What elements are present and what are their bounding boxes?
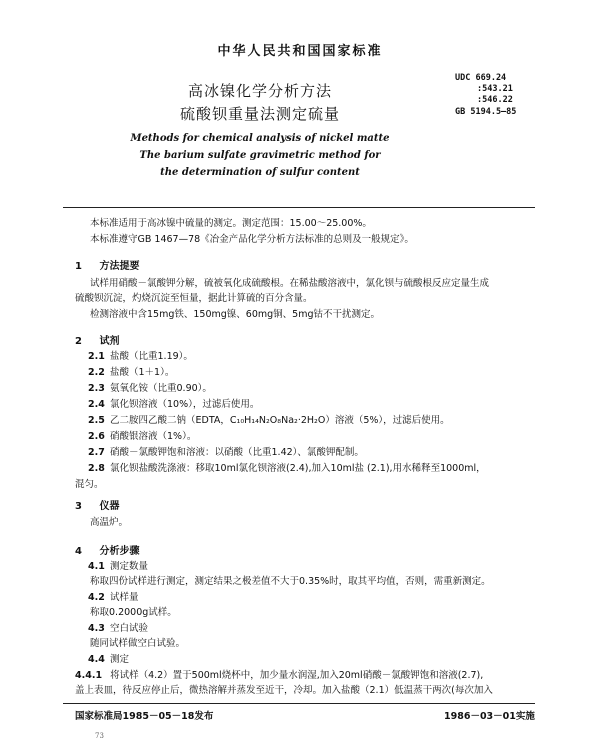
item-number: 2.8: [88, 463, 105, 474]
reagent-item: [88, 398, 259, 411]
udc-line: UDC 669.24: [455, 73, 507, 83]
item-text: 测定: [110, 654, 130, 665]
section-title: 方法提要: [99, 261, 140, 272]
item-number: 2.4: [88, 399, 105, 410]
subsection-4-2-heading: [88, 591, 139, 604]
item-text: 盐酸（1＋1）。: [110, 367, 175, 378]
item-text: 氯化钡盐酸洗涤液：移取10ml氯化钡溶液(2.4),加入10ml盐 (2.1),用水稀释至1000ml，: [110, 463, 486, 474]
reagent-item: [88, 446, 364, 459]
section-1-paragraph: 试样用硝酸－氯酸钾分解，硫被氧化成硫酸根。在稀盐酸溶液中，氯化钡与硫酸根反应定量生成: [90, 278, 490, 289]
item-number: 2.6: [88, 431, 105, 442]
section-1-heading: [75, 257, 139, 272]
title-en-line2: The barium sulfate gravimetric method for: [139, 150, 381, 161]
intro-paragraph-reference: 本标准遵守GB 1467—78《冶金产品化学分析方法标准的总则及一般规定》。: [90, 234, 414, 245]
section-title: 仪器: [99, 501, 120, 512]
udc-line: :546.22: [477, 95, 513, 105]
title-en-line1: Methods for chemical analysis of nickel matte: [130, 133, 390, 144]
item-text: 硝酸－氯酸钾饱和溶液：以硝酸（比重1.42）、氯酸钾配制。: [110, 447, 364, 458]
gb-number: GB 5194.5—85: [455, 107, 517, 117]
item-number: 2.1: [88, 351, 105, 362]
subsection-4-3-heading: [88, 622, 148, 635]
subsection-4-4-1-text: [75, 669, 483, 682]
item-number: 2.7: [88, 447, 105, 458]
item-text: 氯化钡溶液（10%），过滤后使用。: [110, 399, 260, 410]
footer-issue-date: 国家标准局1985－05－18发布: [75, 711, 214, 722]
item-text: 盐酸（比重1.19）。: [110, 351, 193, 362]
subsection-4-4-1-text-cont: 盖上表皿，待反应停止后，微热溶解并蒸发至近干，冷却。加入盐酸（2.1）低温蒸干两次(每次加入: [75, 685, 493, 696]
item-number: 4.4.1: [75, 670, 103, 681]
item-text: 硝酸银溶液（1%）。: [110, 431, 197, 442]
section-3-heading: [75, 497, 119, 512]
udc-line: :543.21: [477, 84, 513, 94]
section-1-interference-note: 检测溶液中含15mg铁、150mg镍、60mg铜、5mg钴不干扰测定。: [90, 309, 380, 320]
reagent-item: [88, 414, 450, 427]
item-number: 4.2: [88, 592, 105, 603]
reagent-item: [88, 350, 193, 363]
page-mark: 73: [95, 732, 104, 740]
section-number: 4: [75, 546, 82, 557]
item-number: 2.5: [88, 415, 105, 426]
section-number: 3: [75, 501, 82, 512]
reagent-item: [88, 430, 196, 443]
item-text: 测定数量: [110, 561, 149, 572]
standard-org-header: 中华人民共和国国家标准: [217, 44, 383, 59]
section-title: 试剂: [99, 336, 120, 347]
section-4-heading: [75, 542, 139, 557]
section-number: 1: [75, 261, 82, 272]
reagent-item: [88, 382, 212, 395]
reagent-item-cont: 混匀。: [75, 479, 104, 490]
item-text: 空白试验: [110, 623, 149, 634]
header-divider: [63, 207, 535, 208]
subsection-4-1-text: 称取四份试样进行测定，测定结果之极差值不大于0.35%时，取其平均值，否则，需重新测定。: [90, 576, 491, 587]
title-cn-line1: 高冰镍化学分析方法: [187, 82, 332, 100]
footer-divider: [63, 703, 535, 704]
item-text: 乙二胺四乙酸二钠（EDTA，C₁₀H₁₄N₂O₈Na₂·2H₂O）溶液（5%），过滤后使用。: [110, 415, 450, 426]
subsection-4-4-heading: [88, 653, 129, 666]
item-number: 2.2: [88, 367, 105, 378]
section-number: 2: [75, 336, 82, 347]
intro-paragraph-scope: 本标准适用于高冰镍中硫量的测定。测定范围：15.00～25.00%。: [90, 218, 372, 229]
subsection-4-1-heading: [88, 560, 148, 573]
item-number: 2.3: [88, 383, 105, 394]
footer-effective-date: 1986－03－01实施: [444, 711, 535, 722]
subsection-4-3-text: 随同试样做空白试验。: [90, 638, 186, 649]
item-text: 氨氧化铵（比重0.90）。: [110, 383, 212, 394]
section-title: 分析步骤: [99, 546, 140, 557]
title-cn-line2: 硫酸钡重量法测定硫量: [179, 105, 340, 123]
reagent-item: [88, 366, 174, 379]
item-number: 4.3: [88, 623, 105, 634]
item-number: 4.1: [88, 561, 105, 572]
item-text: 试样量: [110, 592, 139, 603]
title-en-line3: the determination of sulfur content: [160, 167, 360, 178]
section-1-paragraph-cont: 硫酸钡沉淀，灼烧沉淀至恒量，据此计算硫的百分含量。: [75, 293, 313, 304]
reagent-item: [88, 462, 486, 475]
section-2-heading: [75, 332, 119, 347]
item-text: 将试样（4.2）置于500ml烧杯中，加少量水润湿,加入20ml硝酸－氯酸钾饱和溶液(2.7),: [110, 670, 484, 681]
item-number: 4.4: [88, 654, 105, 665]
subsection-4-2-text: 称取0.2000g试样。: [90, 607, 177, 618]
section-3-paragraph: 高温炉。: [90, 517, 129, 528]
